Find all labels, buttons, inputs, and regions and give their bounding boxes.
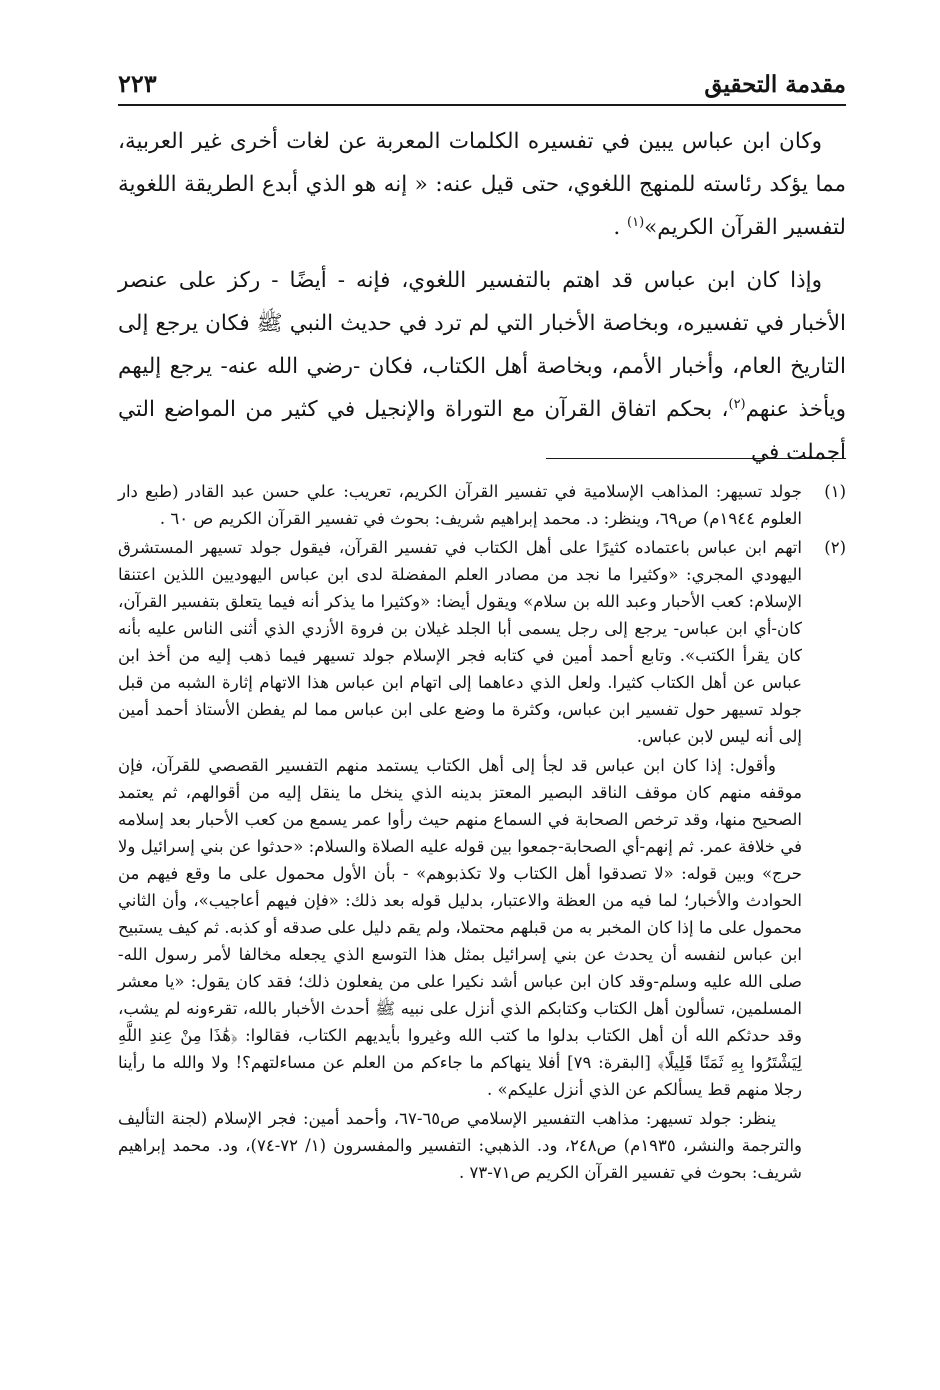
footnote-2-number: (٢): [824, 538, 846, 557]
paragraph-1-text: وكان ابن عباس يبين في تفسيره الكلمات المعربة عن لغات أخرى غير العربية، مما يؤكد رئاسته للمنهج اللغوي، حتى قيل عنه: « إنه هو الذي أبدع الطريقة اللغوية لتفسير القرآن الكريم»: [118, 129, 846, 240]
footnote-2-text: اتهم ابن عباس باعتماده كثيرًا على أهل الكتاب في تفسير القرآن، فيقول جولد تسيهر المستشرق اليهودي المجري: «وكثيرا ما نجد من مصادر العلم المفضلة لدى ابن عباس اليهوديين اللذين اعتنقا الإسلام: كعب الأحبار وعبد الله بن سلام» ويقول أيضا: «وكثيرا ما يذكر أنه فيما يتعلق بتفسير القرآن، كان-أي ابن عباس- يرجع إلى رجل يسمى أبا الجلد غيلان بن فروة الأزدي الذي أثنى الناس عليه بأنه كان يقرأ الكتب». وتابع أحمد أمين في كتابه فجر الإسلام جولد تسيهر فيما ذهب إليه من أخذ ابن عباس عن أهل الكتاب كثيرا. ولعل الذي دعاهما إلى اتهام ابن عباس هذا الاتهام إثارة الشبه من قبل جولد تسيهر حول تفسير ابن عباس، وكثرة ما وضع على ابن عباس مما لم يفطن الأستاذ أحمد أمين إلى أنه ليس لابن عباس.: [118, 538, 802, 746]
footnote-ref-1: (١): [627, 214, 645, 230]
footnote-1-number: (١): [824, 482, 846, 501]
paragraph-2-end: ، بحكم اتفاق القرآن مع التوراة والإنجيل في كثير من المواضع التي أجملت في: [118, 397, 846, 465]
paragraph-1-end: .: [613, 215, 621, 240]
paragraph-1: [118, 120, 846, 249]
running-title: مقدمة التحقيق: [704, 71, 846, 98]
page-header: [118, 54, 846, 106]
footnote-2-paragraph-3: ينظر: جولد تسيهر: مذاهب التفسير الإسلامي ص٦٥-٦٧، وأحمد أمين: فجر الإسلام (لجنة التأليف والترجمة والنشر، ١٩٣٥م) ص٢٤٨، ود. الذهبي: التفسير والمفسرون (١/ ٧٢-٧٤)، ود. محمد إبراهيم شريف: بحوث في تفسير القرآن الكريم ص٧١-٧٣ .: [118, 1109, 802, 1182]
footnote-2: [118, 534, 846, 1186]
footnote-2-paragraph-2: وأقول: إذا كان ابن عباس قد لجأ إلى أهل الكتاب يستمد منهم التفسير القصصي للقرآن، فإن موقفه منهم كان موقف الناقد البصير المعتز بدينه الذي ينخل ما ينقل إليه من أقوالهم، ثم يعتمد الصحيح منها، وقد ترخص الصحابة في السماع منهم حيث رأوا عمر يسمع من كعب الأحبار بعد إسلامه في خلافة عمر. ثم إنهم-أي الصحابة-جمعوا بين قوله عليه الصلاة والسلام: «حدثوا عن بني إسرائيل ولا حرج» وبين قوله: «لا تصدقوا أهل الكتاب ولا تكذبوهم» - بأن الأول محمول على ما وقع فيهم من الحوادث والأخبار؛ لما فيه من العظة والاعتبار، بدليل قوله بعد ذلك: «فإن فيهم أعاجيب»، وأن الثاني محمول على ما إذا كان المخبر به من قبلهم محتملا، ولم يقم دليل على صدقه أو كذبه. ثم كيف يستبيح ابن عباس لنفسه أن يحدث عن بني إسرائيل بمثل هذا التوسع الذي يجعله مخالفا لأمر رسول الله-صلى الله عليه وسلم-وقد كان ابن عباس أشد نكيرا على من يفعلون ذلك؛ فقد كان يقول: «يا معشر المسلمين، تسألون أهل الكتاب وكتابكم الذي أنزل على نبيه ﷺ أحدث الأخبار بالله، تقرءونه لم يشب، وقد حدثكم الله أن أهل الكتاب بدلوا ما كتب الله وغيروا بأيديهم الكتاب، فقالوا: ﴿هَٰذَا مِنْ عِندِ اللَّهِ لِيَشْتَرُوا بِهِ ثَمَنًا قَلِيلًا﴾ [البقرة: ٧٩] أفلا ينهاكم ما جاءكم من العلم عن مساءلتهم؟! ولا والله ما رأينا رجلا منهم قط يسألكم عن الذي أنزل عليكم» .: [118, 756, 802, 1099]
footnote-1: [118, 478, 846, 532]
paragraph-2: [118, 259, 846, 474]
paragraph-2-text: وإذا كان ابن عباس قد اهتم بالتفسير اللغوي، فإنه - أيضًا - ركز على عنصر الأخبار في تفسيره، وبخاصة الأخبار التي لم ترد في حديث النبي ﷺ فكان يرجع إلى التاريخ العام، وأخبار الأمم، وبخاصة أهل الكتاب، فكان -رضي الله عنه- يرجع إليهم ويأخذ عنهم: [118, 268, 846, 422]
main-text: [118, 120, 846, 484]
footnote-separator: [546, 458, 846, 459]
footnote-ref-2: (٢): [728, 396, 746, 412]
footnotes: [118, 478, 846, 1188]
footnote-1-text: جولد تسيهر: المذاهب الإسلامية في تفسير القرآن الكريم، تعريب: علي حسن عبد القادر (طبع دار العلوم ١٩٤٤م) ص٦٩، وينظر: د. محمد إبراهيم شريف: بحوث في تفسير القرآن الكريم ص ٦٠ .: [118, 482, 802, 528]
page-number: ٢٢٣: [118, 69, 157, 98]
